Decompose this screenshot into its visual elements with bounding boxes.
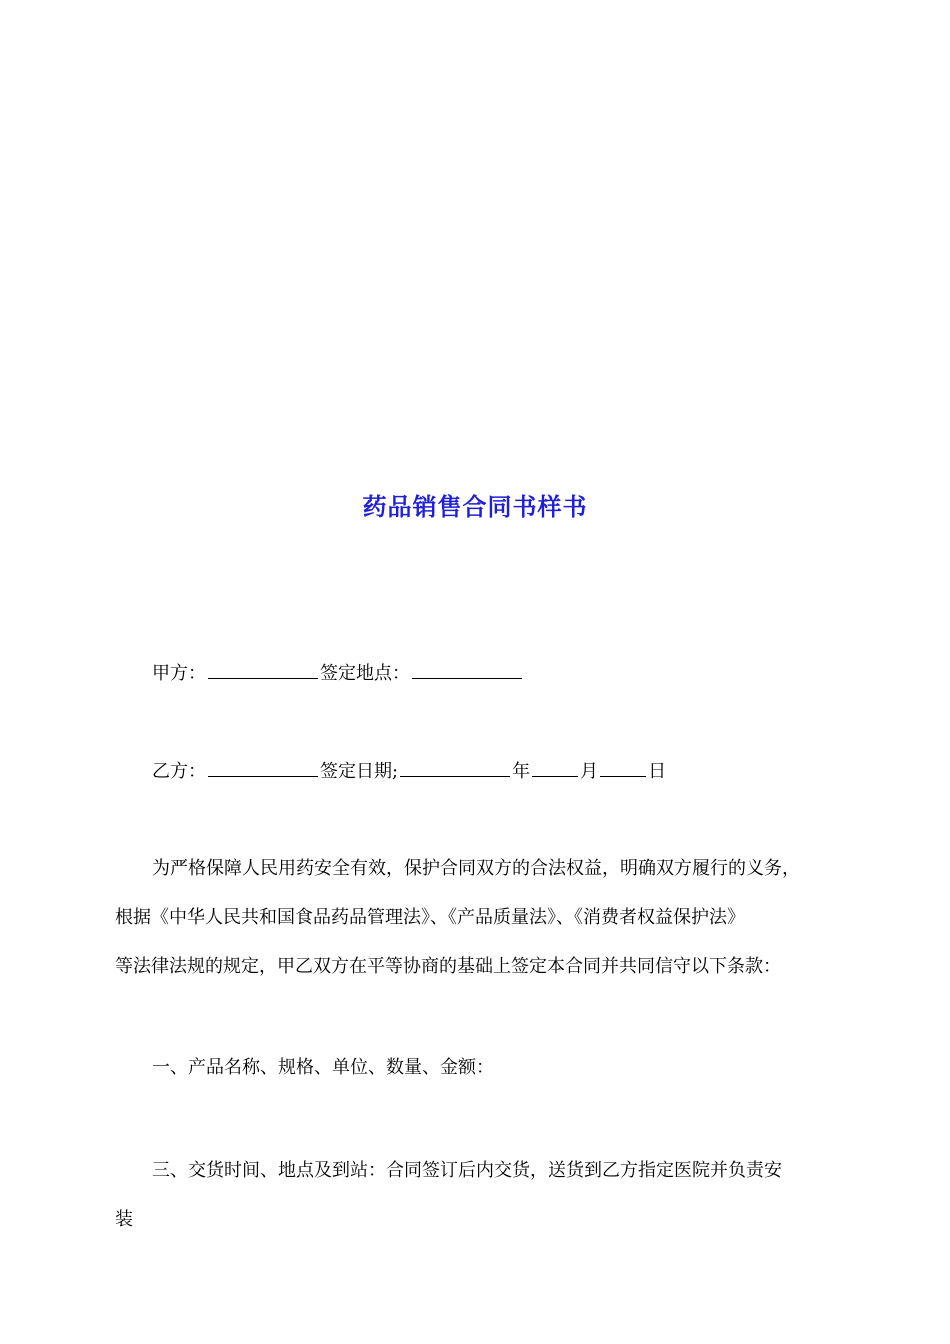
party-a-label: 甲方：	[152, 663, 206, 684]
year-blank	[400, 758, 510, 777]
preamble-line-1: 为严格保障人民用药安全有效，保护合同双方的合法权益，明确双方履行的义务，	[152, 858, 800, 879]
month-blank	[532, 758, 578, 777]
year-label: 年	[512, 761, 531, 782]
party-a-blank	[208, 660, 318, 679]
document-title: 药品销售合同书样书	[362, 493, 588, 521]
signing-place-label: 签定地点：	[320, 663, 410, 684]
party-b-line	[152, 758, 666, 784]
signing-date-label: 签定日期;	[320, 761, 399, 782]
day-blank	[600, 758, 646, 777]
clause-3-line-2: 装	[115, 1209, 133, 1230]
day-label: 日	[648, 761, 667, 782]
signing-place-blank	[412, 660, 522, 679]
party-b-blank	[208, 758, 318, 777]
party-a-line	[152, 660, 524, 686]
preamble-line-3: 等法律法规的规定，甲乙双方在平等协商的基础上签定本合同并共同信守以下条款：	[115, 956, 781, 977]
clause-1: 一、产品名称、规格、单位、数量、金额：	[152, 1057, 494, 1078]
clause-3-line-1: 三、交货时间、地点及到站：合同签订后内交货，送货到乙方指定医院并负责安	[152, 1160, 782, 1181]
month-label: 月	[580, 761, 599, 782]
preamble-line-2: 根据《中华人民共和国食品药品管理法》、《产品质量法》、《消费者权益保护法》	[115, 907, 745, 928]
party-b-label: 乙方：	[152, 761, 206, 782]
